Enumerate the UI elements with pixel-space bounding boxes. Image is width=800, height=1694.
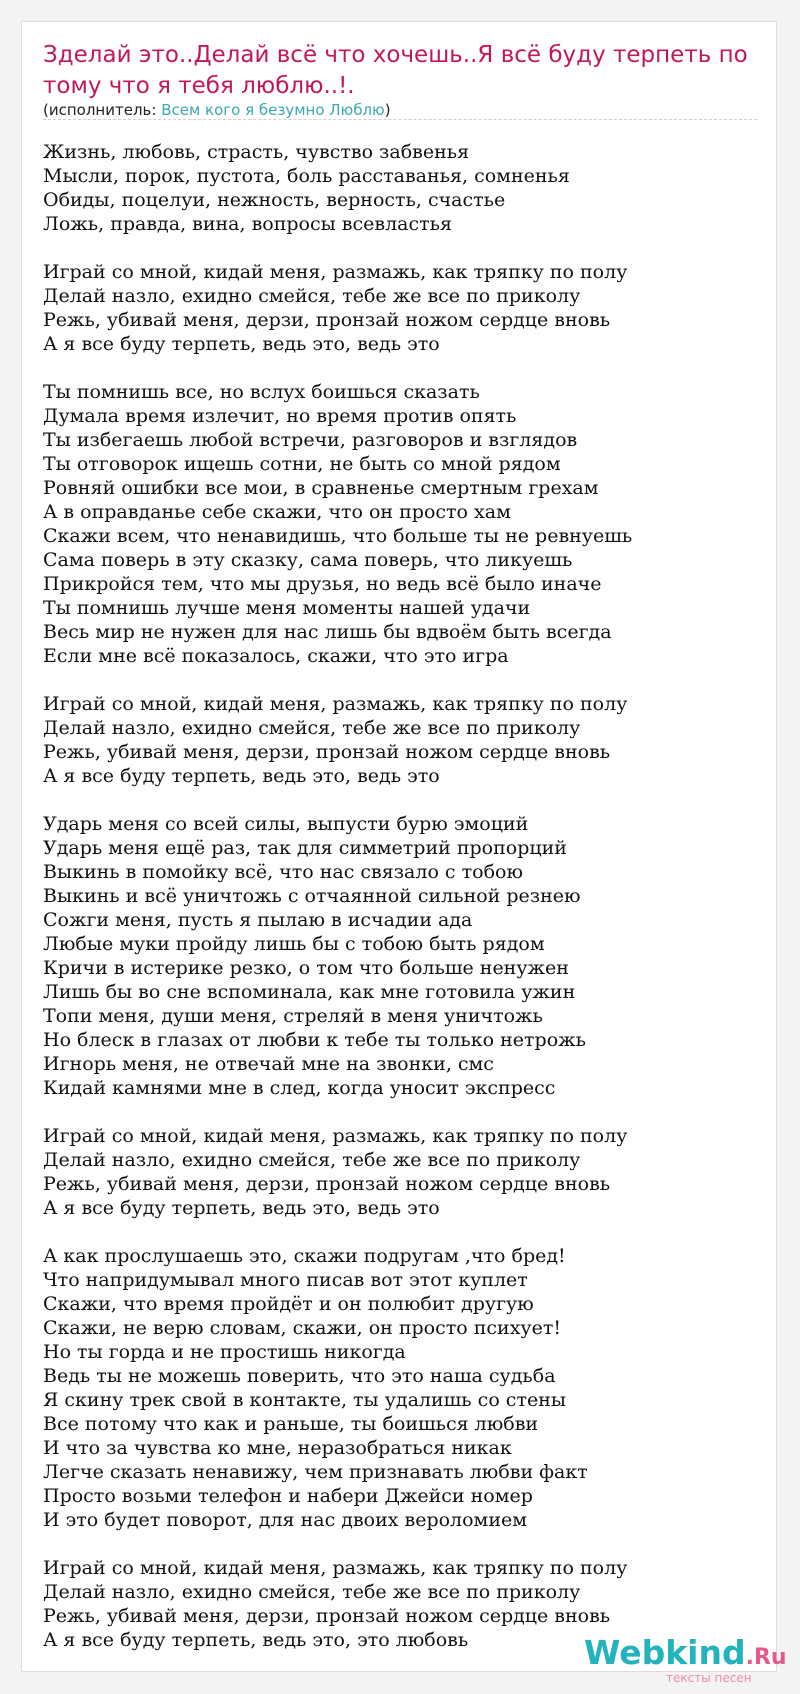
lyric-line: И что за чувства ко мне, неразобраться никак [43, 1437, 512, 1459]
lyric-line: Ударь меня ещё раз, так для симметрий пропорций [43, 837, 567, 859]
lyric-line: Сожги меня, пусть я пылаю в исчадии ада [43, 909, 473, 931]
lyric-line: Легче сказать ненавижу, чем признавать любви факт [43, 1461, 588, 1483]
logo-tld: .Ru [745, 1645, 787, 1670]
lyric-line: Ты помнишь лучше меня моменты нашей удачи [43, 597, 531, 619]
lyric-line: Выкинь в помойку всё, что нас связало с тобою [43, 861, 523, 883]
lyric-line: Делай назло, ехидно смейся, тебе же все по приколу [43, 717, 581, 739]
lyric-line: Режь, убивай меня, дерзи, пронзай ножом сердце вновь [43, 1173, 611, 1195]
lyric-line: Весь мир не нужен для нас лишь бы вдвоём быть всегда [43, 621, 612, 643]
lyric-line: Скажи всем, что ненавидишь, что больше ты не ревнуешь [43, 525, 633, 547]
lyric-line: А я все буду терпеть, ведь это, это любовь [43, 1629, 469, 1651]
lyrics-stanza [43, 692, 758, 788]
lyric-line: Топи меня, души меня, стреляй в меня уничтожь [43, 1005, 543, 1027]
lyric-line: Ложь, правда, вина, вопросы всевластья [43, 213, 452, 235]
lyric-line: Ударь меня со всей силы, выпусти бурю эмоций [43, 813, 529, 835]
lyric-line: Делай назло, ехидно смейся, тебе же все по приколу [43, 285, 581, 307]
lyric-line: А я все буду терпеть, ведь это, ведь это [43, 333, 440, 355]
lyric-line: А я все буду терпеть, ведь это, ведь это [43, 1197, 440, 1219]
lyric-line: Я скину трек свой в контакте, ты удалишь со стены [43, 1389, 566, 1411]
lyric-line: Скажи, не верю словам, скажи, он просто психует! [43, 1317, 561, 1339]
lyric-line: А в оправданье себе скажи, что он просто хам [43, 501, 511, 523]
lyric-line: Лишь бы во сне вспоминала, как мне готовила ужин [43, 981, 576, 1003]
lyric-line: Играй со мной, кидай меня, размажь, как тряпку по полу [43, 1125, 628, 1147]
lyric-line: Думала время излечит, но время против опять [43, 405, 517, 427]
lyric-line: Ты избегаешь любой встречи, разговоров и взглядов [43, 429, 578, 451]
lyrics-stanza [43, 1244, 758, 1532]
lyric-line: Кидай камнями мне в след, когда уносит экспресс [43, 1077, 556, 1099]
logo-wordmark [584, 1635, 787, 1676]
artist-link[interactable]: Всем кого я безумно Люблю [161, 101, 385, 119]
logo-tagline: тексты песен [666, 1671, 752, 1685]
lyrics-stanza [43, 812, 758, 1100]
lyric-line: Ты помнишь все, но вслух боишься сказать [43, 381, 480, 403]
lyric-line: Жизнь, любовь, страсть, чувство забвенья [43, 141, 470, 163]
artist-prefix: (исполнитель: [43, 101, 162, 119]
lyric-line: Но блеск в глазах от любви к тебе ты только нетрожь [43, 1029, 586, 1051]
lyric-line: Что напридумывал много писав вот этот куплет [43, 1269, 528, 1291]
lyric-line: Ведь ты не можешь поверить, что это наша судьба [43, 1365, 556, 1387]
lyric-line: Ровняй ошибки все мои, в сравненье смертным грехам [43, 477, 599, 499]
lyric-line: Мысли, порок, пустота, боль расставанья, сомненья [43, 165, 570, 187]
divider [43, 119, 757, 120]
lyric-line: Обиды, поцелуи, нежность, верность, счастье [43, 189, 506, 211]
lyric-line: Прикройся тем, что мы друзья, но ведь всё было иначе [43, 573, 602, 595]
lyric-line: Делай назло, ехидно смейся, тебе же все по приколу [43, 1581, 581, 1603]
lyrics-stanza [43, 1124, 758, 1220]
artist-suffix: ) [384, 101, 391, 119]
lyric-line: Режь, убивай меня, дерзи, пронзай ножом сердце вновь [43, 1605, 611, 1627]
lyric-line: Ты отговорок ищешь сотни, не быть со мной рядом [43, 453, 561, 475]
song-title: Зделай это..Делай всё что хочешь..Я всё буду терпеть по тому что я тебя люблю..!. [43, 42, 748, 99]
lyrics-stanza [43, 140, 758, 236]
artist-line [43, 100, 391, 120]
lyric-line: А я все буду терпеть, ведь это, ведь это [43, 765, 440, 787]
lyric-line: Играй со мной, кидай меня, размажь, как тряпку по полу [43, 1557, 628, 1579]
lyric-line: А как прослушаешь это, скажи подругам ,что бред! [43, 1245, 566, 1267]
lyric-line: Кричи в истерике резко, о том что больше ненужен [43, 957, 569, 979]
lyrics-body [43, 140, 758, 1676]
lyric-line: Играй со мной, кидай меня, размажь, как тряпку по полу [43, 261, 628, 283]
logo-name: Webkind [584, 1633, 746, 1672]
lyric-line: Любые муки пройду лишь бы с тобою быть рядом [43, 933, 545, 955]
lyric-line: Но ты горда и не простишь никогда [43, 1341, 406, 1363]
lyrics-stanza [43, 260, 758, 356]
lyric-line: Режь, убивай меня, дерзи, пронзай ножом сердце вновь [43, 741, 611, 763]
lyric-line: Делай назло, ехидно смейся, тебе же все по приколу [43, 1149, 581, 1171]
lyric-line: Сама поверь в эту сказку, сама поверь, что ликуешь [43, 549, 573, 571]
lyric-line: Режь, убивай меня, дерзи, пронзай ножом сердце вновь [43, 309, 611, 331]
lyric-line: Если мне всё показалось, скажи, что это игра [43, 645, 509, 667]
lyric-line: Скажи, что время пройдёт и он полюбит другую [43, 1293, 534, 1315]
lyric-line: И это будет поворот, для нас двоих вероломием [43, 1509, 528, 1531]
site-logo[interactable] [584, 1633, 787, 1685]
lyrics-stanza [43, 380, 758, 668]
lyric-line: Все потому что как и раньше, ты боишься любви [43, 1413, 539, 1435]
lyric-line: Игнорь меня, не отвечай мне на звонки, смс [43, 1053, 494, 1075]
lyric-line: Просто возьми телефон и набери Джейси номер [43, 1485, 533, 1507]
lyric-line: Играй со мной, кидай меня, размажь, как тряпку по полу [43, 693, 628, 715]
lyric-line: Выкинь и всё уничтожь с отчаянной сильной резнею [43, 885, 581, 907]
lyrics-card [21, 21, 787, 1685]
